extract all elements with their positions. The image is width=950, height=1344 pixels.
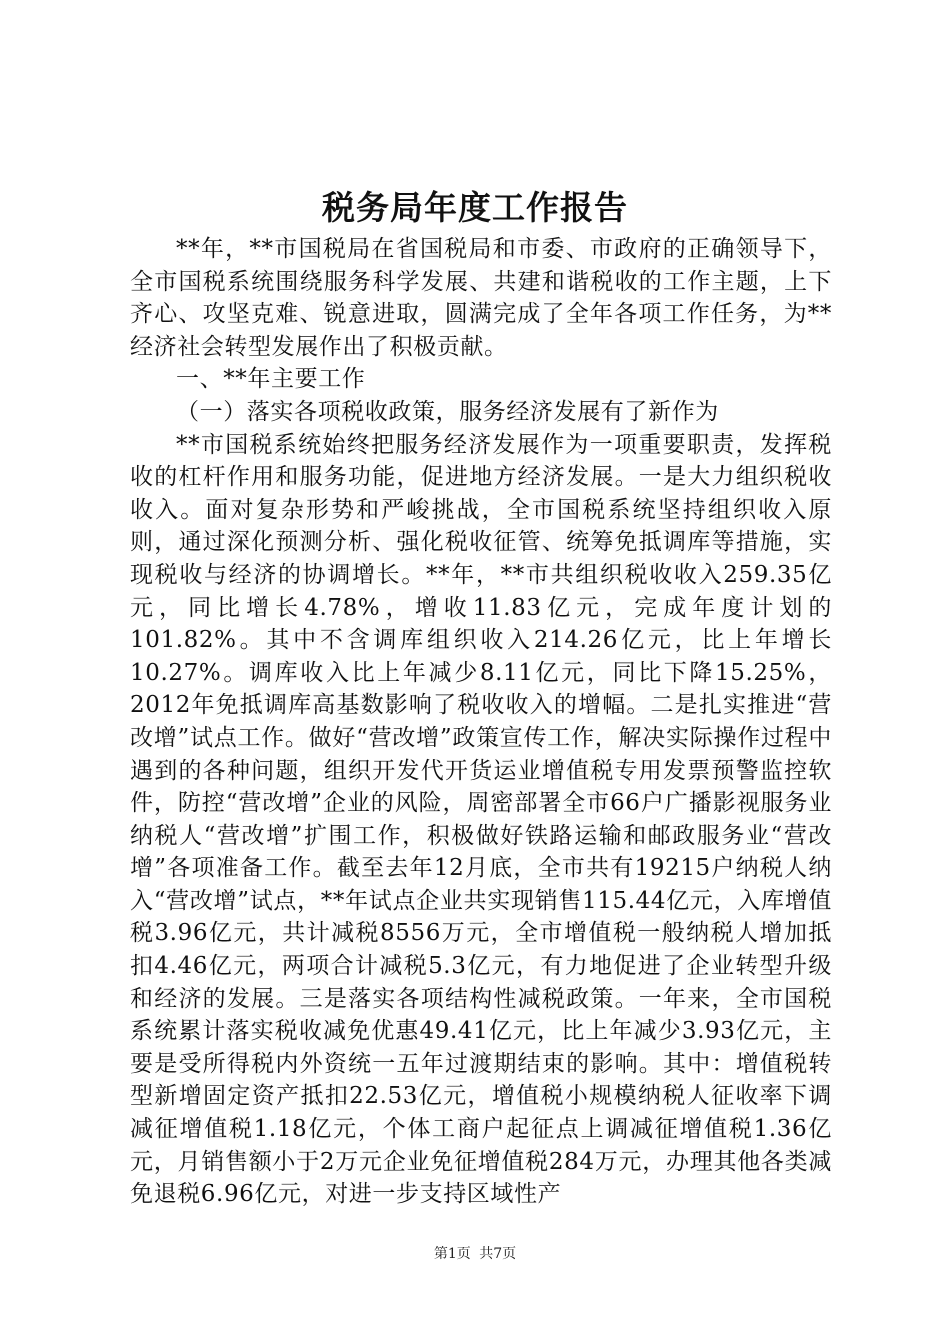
page-total: 共7页 xyxy=(479,1246,517,1262)
page-footer xyxy=(0,1244,950,1264)
page-number: 第1页 xyxy=(433,1246,471,1262)
document-body xyxy=(130,233,832,1211)
intro-paragraph: **年，**市国税局在省国税局和市委、市政府的正确领导下，全市国税系统围绕服务科学发展、共建和谐税收的工作主题，上下齐心、攻坚克难、锐意进取，圆满完成了全年各项工作任务，为**经济社会转型发展作出了积极贡献。 xyxy=(130,236,832,360)
subsection-heading: （一）落实各项税收政策，服务经济发展有了新作为 xyxy=(176,398,719,425)
body-paragraph: **市国税系统始终把服务经济发展作为一项重要职责，发挥税收的杠杆作用和服务功能，促进地方经济发展。一是大力组织税收收入。面对复杂形势和严峻挑战，全市国税系统坚持组织收入原则，通过深化预测分析、强化税收征管、统筹免抵调库等措施，实现税收与经济的协调增长。**年，**市共组织税收收入259.35亿元，同比增长4.78%，增收11.83亿元，完成年度计划的101.82%。其中不含调库组织收入214.26亿元，比上年增长10.27%。调库收入比上年减少8.11亿元，同比下降15.25%，2012年免抵调库高基数影响了税收收入的增幅。二是扎实推进“营改增”试点工作。做好“营改增”政策宣传工作，解决实际操作过程中遇到的各种问题，组织开发代开货运业增值税专用发票预警监控软件，防控“营改增”企业的风险，周密部署全市66户广播影视服务业纳税人“营改增”扩围工作，积极做好铁路运输和邮政服务业“营改增”各项准备工作。截至去年12月底，全市共有19215户纳税人纳入“营改增”试点，**年试点企业共实现销售115.44亿元，入库增值税3.96亿元，共计减税8556万元，全市增值税一般纳税人增加抵扣4.46亿元，两项合计减税5.3亿元，有力地促进了企业转型升级和经济的发展。三是落实各项结构性减税政策。一年来，全市国税系统累计落实税收减免优惠49.41亿元，比上年减少3.93亿元，主要是受所得税内外资统一五年过渡期结束的影响。其中：增值税转型新增固定资产抵扣22.53亿元，增值税小规模纳税人征收率下调减征增值税1.18亿元，个体工商户起征点上调减征增值税1.36亿元，月销售额小于2万元企业免征增值税284万元，办理其他各类减免退税6.96亿元，对进一步支持区域性产 xyxy=(130,431,832,1208)
section-heading: 一、**年主要工作 xyxy=(176,366,366,393)
document-title: 税务局年度工作报告 xyxy=(322,188,628,227)
